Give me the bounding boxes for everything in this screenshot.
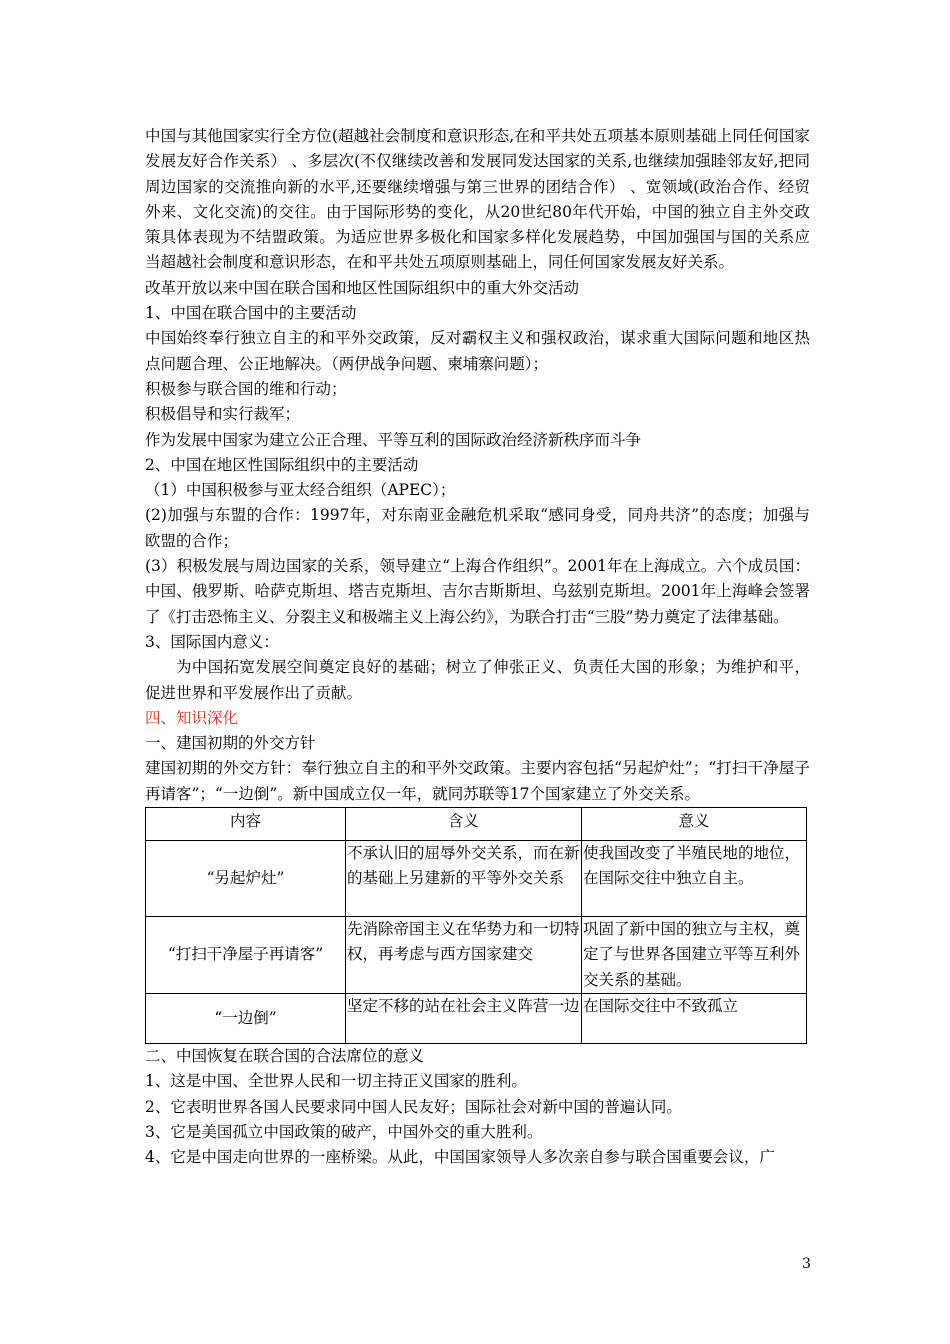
table-cell: 使我国改变了半殖民地的地位，在国际交往中独立自主。 (582, 841, 807, 917)
paragraph: （1）中国积极参与亚太经合组织（APEC）； (145, 481, 456, 500)
table-cell: 巩固了新中国的独立与主权，奠定了与世界各国建立平等互利外交关系的基础。 (582, 917, 807, 994)
table-cell: 先消除帝国主义在华势力和一切特权，再考虑与西方国家建交 (346, 917, 582, 994)
table-header-row (146, 808, 807, 841)
page-number: 3 (802, 1256, 811, 1272)
paragraph: 中国与其他国家实行全方位(超越社会制度和意识形态,在和平共处五项基本原则基础上同任何国家发展友好合作关系） 、多层次(不仅继续改善和发展同发达国家的关系,也继续加强睦邻友好,把同周边国家的交流推向新的水平,还要继续增强与第三世界的团结合作） 、宽领域(政治合作、经贸外来、文化交流)的交往。由于国际形势的变化，从20世纪80年代开始，中国的独立自主外交政策具体表现为不结盟政策。为适应世界多极化和国家多样化发展趋势，中国加强国与国的关系应当超越社会制度和意识形态，在和平共处五项原则基础上，同任何国家发展友好关系。 (145, 127, 810, 272)
significance-paragraph: 为中国拓宽发展空间奠定良好的基础；树立了伸张正义、负责任大国的形象；为维护和平，促进世界和平发展作出了贡献。 (145, 658, 810, 702)
table-cell: “一边倒” (146, 993, 346, 1043)
table-cell: 坚定不移的站在社会主义阵营一边 (346, 993, 582, 1043)
paragraph: 积极参与联合国的维和行动； (145, 379, 347, 398)
paragraph: 4、它是中国走向世界的一座桥梁。从此，中国国家领导人多次亲自参与联合国重要会议，广 (145, 1148, 775, 1167)
paragraph: 改革开放以来中国在联合国和地区性国际组织中的重大外交活动 (145, 278, 580, 297)
paragraph: 中国始终奉行独立自主的和平外交政策，反对霸权主义和强权政治，谋求重大国际问题和地区热点问题合理、公正地解决。（两伊战争问题、柬埔寨问题）； (145, 329, 810, 373)
paragraph: 一、建国初期的外交方针 (145, 734, 316, 753)
table-header-cell: 内容 (146, 808, 346, 841)
table-header-cell: 含义 (346, 808, 582, 841)
paragraph: 1、这是中国、全世界人民和一切主持正义国家的胜利。 (145, 1072, 527, 1091)
table-cell: 不承认旧的屈辱外交关系，而在新的基础上另建新的平等外交关系 (346, 841, 582, 917)
table-cell: “打扫干净屋子再请客” (146, 917, 346, 994)
paragraph: (3）积极发展与周边国家的关系，领导建立“上海合作组织”。2001年在上海成立。六个成员国：中国、俄罗斯、哈萨克斯坦、塔吉克斯坦、吉尔吉斯斯坦、乌兹别克斯坦。2001年上海峰会签署了《打击恐怖主义、分裂主义和极端主义上海公约》，为联合打击“三股”势力奠定了法律基础。 (145, 557, 810, 626)
paragraph: 3、国际国内意义： (145, 632, 279, 651)
document-body (145, 124, 810, 1170)
table-row (146, 841, 807, 917)
paragraph: 积极倡导和实行裁军； (145, 405, 301, 424)
policy-table (145, 807, 807, 1044)
paragraph: 2、中国在地区性国际组织中的主要活动 (145, 455, 419, 474)
paragraph: 建国初期的外交方针：奉行独立自主的和平外交政策。主要内容包括“另起炉灶”；“打扫干净屋子再请客”；“一边倒”。新中国成立仅一年，就同苏联等17个国家建立了外交关系。 (145, 759, 810, 803)
paragraph: 1、中国在联合国中的主要活动 (145, 304, 357, 323)
table-row (146, 993, 807, 1043)
table-cell: 在国际交往中不致孤立 (582, 993, 807, 1043)
table-header-cell: 意义 (582, 808, 807, 841)
paragraph: 作为发展中国家为建立公正合理、平等互利的国际政治经济新秩序而斗争 (145, 430, 642, 449)
paragraph: 二、中国恢复在联合国的合法席位的意义 (145, 1046, 425, 1065)
section-heading: 四、知识深化 (145, 708, 239, 727)
paragraph: 3、它是美国孤立中国政策的破产，中国外交的重大胜利。 (145, 1122, 543, 1141)
paragraph: 2、它表明世界各国人民要求同中国人民友好；国际社会对新中国的普遍认同。 (145, 1097, 682, 1116)
paragraph: (2)加强与东盟的合作：1997年，对东南亚金融危机采取“感同身受，同舟共济”的态度；加强与欧盟的合作； (145, 506, 810, 550)
table-row (146, 917, 807, 994)
table-cell: “另起炉灶” (146, 841, 346, 917)
